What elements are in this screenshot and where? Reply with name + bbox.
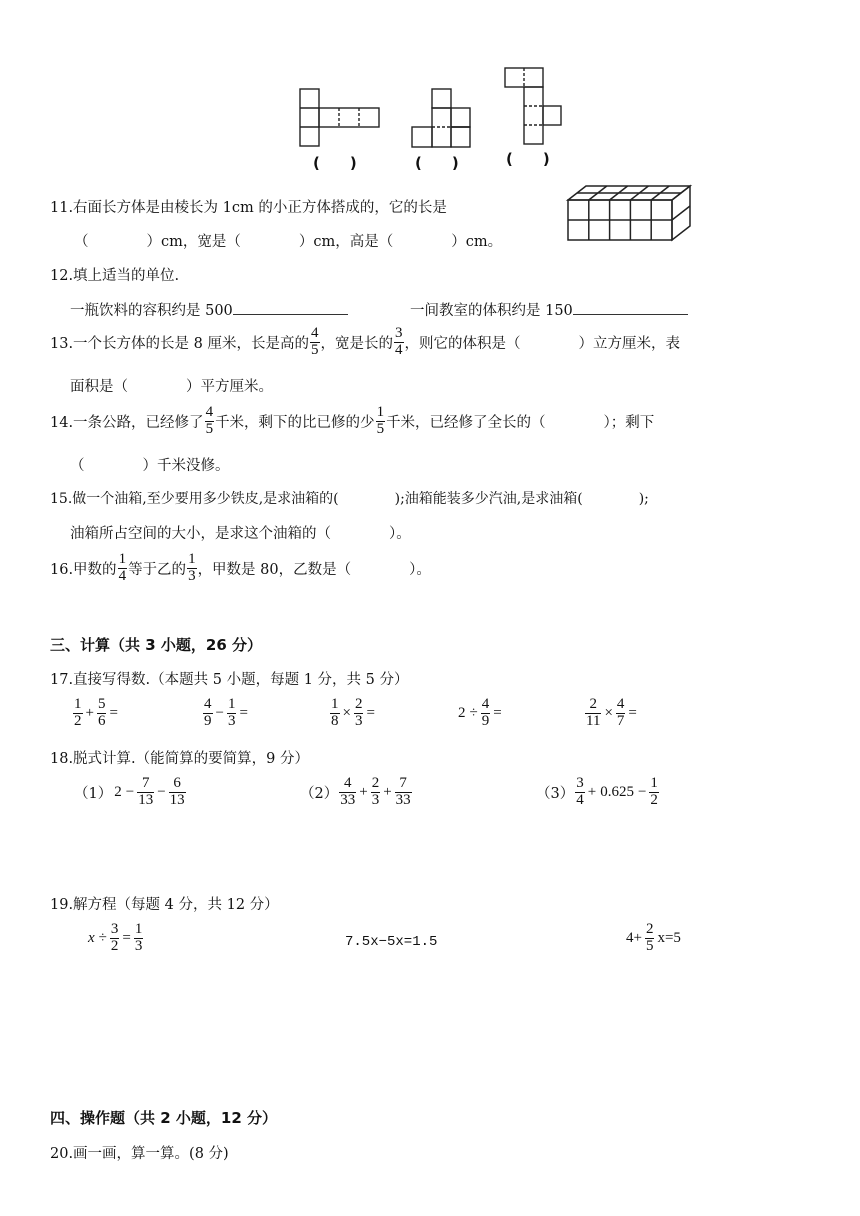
q17-expr3 xyxy=(329,697,377,730)
q18-calc1 xyxy=(74,776,187,809)
q13-line1 xyxy=(50,326,680,359)
q18-c3-op1: + xyxy=(587,783,597,800)
q13-frac1-den: 5 xyxy=(311,341,319,358)
q16-frac2 xyxy=(187,552,197,585)
q19-eq1-a-num: 3 xyxy=(110,921,119,937)
q13-frac2-den: 4 xyxy=(395,341,403,358)
q14-line1 xyxy=(50,405,654,438)
q18-c1-b-num: 6 xyxy=(169,776,186,793)
q16-text1: 16.甲数的 xyxy=(50,561,117,578)
q18-c1-whole: 2 xyxy=(114,783,122,800)
q17-e4-op: ÷ xyxy=(469,704,478,721)
q15-line2: 油箱所占空间的大小，是求这个油箱的（ ）。 xyxy=(70,526,411,542)
section4-title: 四、操作题（共 2 小题，12 分） xyxy=(50,1109,277,1127)
q12-left-blank[interactable] xyxy=(233,300,348,315)
q17-expr4 xyxy=(456,697,504,730)
q13-line2: 面积是（ ）平方厘米。 xyxy=(70,379,273,395)
q14-frac1 xyxy=(205,405,215,438)
q18-title: 18.脱式计算.（能简算的要简算，9 分） xyxy=(50,751,310,767)
q12-right-text: 一间教室的体积约是 150 xyxy=(410,303,573,319)
q19-eq1-op: ÷ xyxy=(98,929,107,946)
q16-frac1-den: 4 xyxy=(118,567,127,584)
q17-e4-b-num: 4 xyxy=(481,696,490,712)
q17-e3-op: × xyxy=(342,704,351,721)
q16-text2: 等于乙的 xyxy=(128,561,187,578)
q16-line1 xyxy=(50,552,431,585)
q14-text2: 千米，剩下的比已修的少 xyxy=(215,414,375,431)
q17-e3-a-den: 8 xyxy=(331,712,339,729)
q18-c1-a-num: 7 xyxy=(137,776,154,793)
q14-frac2-den: 5 xyxy=(376,420,385,437)
q15-line1: 15.做一个油箱,至少要用多少铁皮,是求油箱的( );油箱能装多少汽油,是求油箱( ); xyxy=(50,491,649,507)
q17-e5-b-den: 7 xyxy=(616,712,625,729)
q12-right xyxy=(410,299,688,320)
q17-e3-a-num: 1 xyxy=(331,696,339,712)
q17-e2-a-den: 9 xyxy=(204,712,212,729)
q17-e1-a-num: 1 xyxy=(74,696,82,712)
q17-e2-b-den: 3 xyxy=(227,712,236,729)
q19-eq3-post: x=5 xyxy=(657,929,681,946)
q17-e2-b-num: 1 xyxy=(227,696,236,712)
q17-e4-b-den: 9 xyxy=(481,712,490,729)
q17-e5-a-num: 2 xyxy=(585,697,601,714)
net1-answer-paren: ( ) xyxy=(313,154,357,172)
q19-eq1-b-den: 3 xyxy=(134,937,143,954)
q12-left xyxy=(70,299,348,320)
q19-eq1-a-den: 2 xyxy=(110,937,119,954)
q18-c3-label: （3） xyxy=(536,785,575,802)
q11-line1: 11.右面长方体是由棱长为 1cm 的小正方体搭成的，它的长是 xyxy=(50,200,447,216)
q19-eq1-b-num: 1 xyxy=(134,921,143,937)
cuboid-figure xyxy=(562,180,697,246)
q17-e3-b-den: 3 xyxy=(354,712,363,729)
q17-e3-eq: = xyxy=(366,704,375,721)
q13-text2: ，宽是长的 xyxy=(320,335,394,352)
q18-c1-b-den: 13 xyxy=(169,791,185,808)
q18-c1-a-den: 13 xyxy=(138,791,154,808)
q18-c2-a-num: 4 xyxy=(339,776,356,793)
net3-answer-paren: ( ) xyxy=(506,150,550,168)
q17-e2-op: − xyxy=(215,704,224,721)
q19-eq3-a-num: 2 xyxy=(645,921,654,937)
q17-e2-a-num: 4 xyxy=(204,696,212,712)
q17-expr2 xyxy=(202,697,250,730)
q20-title: 20.画一画，算一算。(8 分) xyxy=(50,1146,229,1162)
q17-e1-a-den: 2 xyxy=(74,712,82,729)
q17-e5-a-den: 11 xyxy=(586,712,601,729)
q13-text3: ，则它的体积是（ ）立方厘米，表 xyxy=(404,335,681,352)
q18-c1-op2: − xyxy=(157,783,166,800)
q16-frac1 xyxy=(118,552,128,585)
q17-e4-whole: 2 xyxy=(458,704,466,721)
q17-e5-eq: = xyxy=(628,704,637,721)
q17-e4-eq: = xyxy=(493,704,502,721)
q18-c2-label: （2） xyxy=(300,785,339,802)
q17-e3-b-num: 2 xyxy=(354,696,363,712)
q17-e2-eq: = xyxy=(239,704,248,721)
q18-calc3 xyxy=(536,776,660,809)
q16-frac2-num: 1 xyxy=(188,551,196,567)
q17-e5-op: × xyxy=(604,704,613,721)
q18-c2-a-den: 33 xyxy=(340,791,356,808)
q17-expr5 xyxy=(584,697,639,730)
q16-frac2-den: 3 xyxy=(188,567,196,584)
q14-frac1-num: 4 xyxy=(205,404,214,420)
q14-frac1-den: 5 xyxy=(205,420,214,437)
q16-text3: ，甲数是 80，乙数是（ ）。 xyxy=(197,561,431,578)
q13-frac1-num: 4 xyxy=(311,325,319,341)
q14-frac2-num: 1 xyxy=(376,404,385,420)
q13-frac1 xyxy=(310,326,320,359)
q18-c2-op1: + xyxy=(359,783,368,800)
q11-line2: （ ）cm，宽是（ ）cm，高是（ ）cm。 xyxy=(74,234,503,250)
q19-eq3 xyxy=(624,922,683,955)
q18-c2-c-den: 33 xyxy=(395,791,411,808)
q18-c3-a-den: 4 xyxy=(576,791,584,808)
q19-eq1-x: x xyxy=(88,929,95,946)
q13-frac2-num: 3 xyxy=(395,325,403,341)
q17-e1-op: + xyxy=(85,704,94,721)
cube-nets-figure xyxy=(290,62,580,154)
q18-c1-op1: − xyxy=(125,783,135,800)
q19-eq1-eq: = xyxy=(122,929,131,946)
q18-c2-b-den: 3 xyxy=(371,791,380,808)
q14-text3: 千米，已经修了全长的（ ）；剩下 xyxy=(386,414,655,431)
q16-frac1-num: 1 xyxy=(118,551,127,567)
q18-c2-c-num: 7 xyxy=(395,776,412,793)
q19-title: 19.解方程（每题 4 分，共 12 分） xyxy=(50,897,279,913)
q18-c3-a-num: 3 xyxy=(576,775,584,791)
q19-eq3-pre: 4+ xyxy=(626,929,642,946)
q12-left-text: 一瓶饮料的容积约是 500 xyxy=(70,303,233,319)
q18-c3-op2: − xyxy=(637,783,647,800)
q14-line2: （ ）千米没修。 xyxy=(70,458,230,474)
net2-answer-paren: ( ) xyxy=(415,154,459,172)
q17-e5-b-num: 4 xyxy=(616,696,625,712)
q18-c3-b-den: 2 xyxy=(650,791,658,808)
q14-frac2 xyxy=(376,405,386,438)
q18-c2-op2: + xyxy=(383,783,392,800)
q14-text1: 14.一条公路，已经修了 xyxy=(50,414,204,431)
q17-expr1 xyxy=(72,697,120,730)
section3-title: 三、计算（共 3 小题，26 分） xyxy=(50,636,262,654)
q18-c3-mid: 0.625 xyxy=(600,783,634,800)
q17-title: 17.直接写得数.（本题共 5 小题，每题 1 分，共 5 分） xyxy=(50,672,409,688)
q13-text1: 13.一个长方体的长是 8 厘米，长是高的 xyxy=(50,335,310,352)
q18-c3-b-num: 1 xyxy=(650,775,658,791)
q17-e1-b-den: 6 xyxy=(97,712,106,729)
q13-frac2 xyxy=(394,326,404,359)
q12-title: 12.填上适当的单位. xyxy=(50,268,180,284)
q18-c1-label: （1） xyxy=(74,785,113,802)
q17-e1-b-num: 5 xyxy=(97,696,106,712)
q19-eq2: 7.5x−5x=1.5 xyxy=(345,934,438,950)
q19-eq3-a-den: 5 xyxy=(645,937,654,954)
q18-calc2 xyxy=(300,776,413,809)
q12-right-blank[interactable] xyxy=(573,300,688,315)
q19-eq1 xyxy=(86,922,144,955)
q18-c2-b-num: 2 xyxy=(371,775,380,791)
q17-e1-eq: = xyxy=(109,704,118,721)
